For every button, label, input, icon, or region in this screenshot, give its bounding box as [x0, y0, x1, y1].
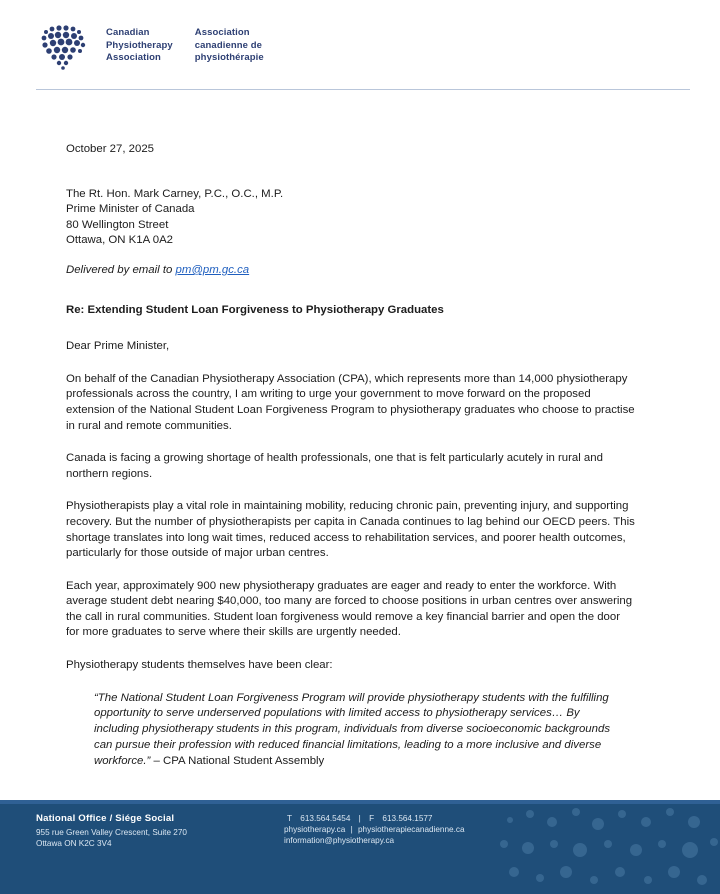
letter-paragraph-4: Each year, approximately 900 new physiotherapy graduates are eager and ready to enter the workforce. With average student debt nearing $40,000, too many are forced to choose positions in urban centres over answering the call in rural communities. Student loan forgiveness would remove a key financial barrier and open the door for more graduates to serve where their skills are urgently needed.: [66, 579, 633, 639]
phone-number: 613.564.5454: [300, 814, 351, 823]
org-fr-line-2: canadienne de: [194, 39, 263, 51]
footer-email-link[interactable]: information@physiotherapy.ca: [284, 836, 395, 845]
org-fr-line-3: physiothérapie: [194, 52, 264, 64]
letterhead: [0, 0, 720, 90]
pull-quote-attribution: – CPA National Student Assembly: [150, 754, 325, 767]
footer-address-line-2: Ottawa ON K2C 3V4: [36, 839, 112, 848]
letter-paragraph-2: Canada is facing a growing shortage of health professionals, one that is felt particularly acutely in rural and northern regions.: [66, 452, 603, 480]
organization-logo: [36, 20, 264, 72]
letter-paragraph-1: On behalf of the Canadian Physiotherapy Association (CPA), which represents more than 14,000 physiotherapy professionals across the country, I am writing to urge your government to move forward on the proposed extension of the National Student Loan Forgiveness Program to physiotherapy graduates who choose to practise in rural and remote communities.: [66, 372, 635, 432]
letter-paragraph-3: Physiotherapists play a vital role in maintaining mobility, reducing chronic pain, preventing injury, and supporting recovery. But the number of physiotherapists per capita in Canada continues to lag behind our OECD peers. This shortage translates into long wait times, reduced access to rehabilitation services, and poorer health outcomes, particularly for those outside of major urban centres.: [66, 500, 635, 560]
letter-body: [0, 90, 720, 770]
header-divider: [36, 89, 690, 90]
org-fr-line-1: Association: [194, 27, 250, 39]
organization-name-en: [106, 27, 173, 65]
letter-paragraph-5: Physiotherapy students themselves have been clear:: [66, 659, 333, 672]
letter-subject: Re: Extending Student Loan Forgiveness to Physiotherapy Graduates: [66, 303, 444, 316]
page-footer: [0, 800, 720, 894]
footer-separator-1: |: [358, 814, 361, 823]
organization-name: [106, 27, 264, 65]
org-en-line-2: Physiotherapy: [106, 39, 173, 51]
organization-name-fr: [195, 27, 264, 65]
fax-number: 613.564.1577: [382, 814, 433, 823]
footer-web-line: [284, 824, 465, 835]
letter-date: October 27, 2025: [66, 143, 155, 155]
recipient-city: Ottawa, ON K1A 0A2: [66, 234, 173, 247]
pull-quote-text: “The National Student Loan Forgiveness Program will provide physiotherapy students with the fulfilling opportunity to serve underserved populations with limited access to physiotherapy services… By including physiotherapy students in this program, individuals from diverse socioeconomic backgrounds can pursue their profession with reduced financial limitations, leading to a more inclusive and diverse workforce.”: [94, 691, 611, 767]
letter-salutation: Dear Prime Minister,: [66, 340, 170, 353]
fax-label: F: [369, 814, 375, 823]
recipient-address-block: [66, 187, 636, 249]
cpa-heart-dots-logo-icon: [36, 20, 92, 72]
footer-email-line: [284, 835, 465, 846]
footer-office-title: National Office / Siége Social: [36, 813, 175, 824]
org-en-line-1: Canadian: [106, 27, 150, 39]
recipient-name: The Rt. Hon. Mark Carney, P.C., O.C., M.P.: [66, 187, 284, 200]
phone-label: T: [287, 814, 293, 823]
recipient-street: 80 Wellington Street: [66, 218, 169, 231]
delivery-note: [66, 263, 636, 279]
footer-separator-2: |: [350, 825, 353, 834]
footer-office-block: [36, 813, 251, 849]
footer-contact-block: [284, 813, 465, 849]
delivery-note-prefix: Delivered by email to: [66, 263, 176, 276]
website-fr-link[interactable]: physiotherapiecanadienne.ca: [358, 825, 465, 834]
footer-phone-line: [284, 813, 465, 824]
website-en-link[interactable]: physiotherapy.ca: [284, 825, 346, 834]
footer-address-line-1: 955 rue Green Valley Crescent, Suite 270: [36, 828, 187, 837]
pull-quote: [94, 691, 620, 770]
recipient-title: Prime Minister of Canada: [66, 203, 195, 216]
recipient-email-link[interactable]: pm@pm.gc.ca: [175, 263, 250, 276]
org-en-line-3: Association: [106, 52, 161, 64]
